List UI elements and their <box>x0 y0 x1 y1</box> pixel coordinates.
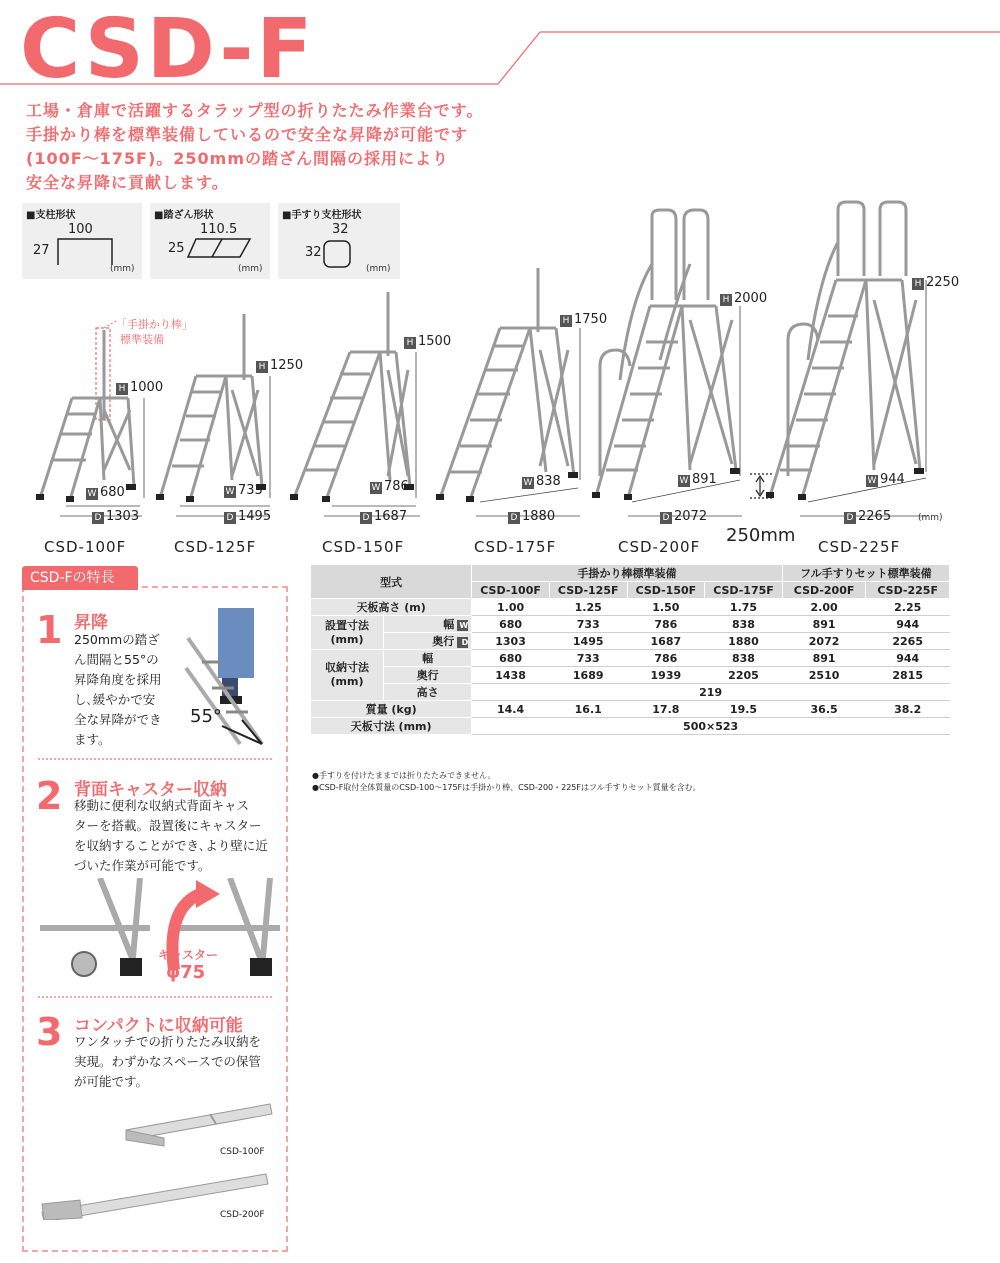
table-cell: 786 <box>627 616 705 633</box>
note-2: ●CSD-F取付全体質量のCSD-100〜175Fは手掛かり棒、CSD-200・225Fはフル手すりセット質量を含む。 <box>312 783 701 792</box>
model-header: CSD-175F <box>705 582 783 599</box>
depth-text: 奥行 <box>432 635 455 648</box>
model-header: CSD-125F <box>549 582 627 599</box>
intro-line-4: 安全な昇降に貢献します。 <box>26 173 229 192</box>
table-cell: 2815 <box>866 667 950 684</box>
h-value: 1000 <box>130 380 164 395</box>
folded-ladders-illustration <box>40 1100 276 1220</box>
feature-2-line: 移動に便利な収納式背面キャス <box>74 798 250 813</box>
feature-3-line: 実現。わずかなスペースでの保管 <box>74 1054 261 1069</box>
storage-height-label: 高さ <box>384 684 472 701</box>
h-value: 2000 <box>734 291 768 306</box>
d-badge: D <box>844 512 856 524</box>
feature-1-line: ん間隔と55°の <box>74 652 159 667</box>
d-badge: D <box>360 512 372 524</box>
model-name-175f: CSD-175F <box>474 538 557 556</box>
table-cell: 786 <box>627 650 705 667</box>
model-name-225f: CSD-225F <box>818 538 901 556</box>
feature-separator <box>38 758 272 760</box>
h-label-100f <box>116 380 163 395</box>
model-header: CSD-100F <box>472 582 550 599</box>
table-cell: 219 <box>472 684 950 701</box>
w-label-150f <box>370 479 409 494</box>
w-badge: W <box>679 476 689 486</box>
table-cell: 2.00 <box>782 599 866 616</box>
d-badge: D <box>660 512 672 524</box>
intro-line-3: (100F〜175F)。250mmの踏ざん間隔の採用により <box>26 149 450 168</box>
h-label-200f <box>720 291 767 306</box>
h-label-225f <box>912 275 959 290</box>
table-cell: 1689 <box>549 667 627 684</box>
model-header: CSD-150F <box>627 582 705 599</box>
w-value: 680 <box>100 485 125 500</box>
table-cell: 1939 <box>627 667 705 684</box>
d-label-175f <box>508 509 555 524</box>
w-badge: W <box>225 487 235 497</box>
h-badge: H <box>720 294 732 306</box>
install-label: 設置寸法 (mm) <box>311 616 384 650</box>
h-value: 1500 <box>418 334 452 349</box>
pillar-shape-label: ■支柱形状 <box>26 210 76 221</box>
table-cell: 733 <box>549 616 627 633</box>
table-cell: 680 <box>472 616 550 633</box>
table-cell: 2510 <box>782 667 866 684</box>
feature-3-number: 3 <box>36 1010 63 1054</box>
storage-width-label: 幅 <box>384 650 472 667</box>
handrail-height: 32 <box>305 245 322 260</box>
table-cell: 17.8 <box>627 701 705 718</box>
callout-handrail-line-2: 標準装備 <box>120 333 164 346</box>
feature-1-number: 1 <box>36 608 63 652</box>
table-cell: 838 <box>705 650 783 667</box>
table-cell: 1495 <box>549 633 627 650</box>
feature-1-line: 昇降角度を採用 <box>74 672 162 687</box>
h-value: 2250 <box>926 275 960 290</box>
feature-3-body <box>74 1032 261 1092</box>
table-cell: 1687 <box>627 633 705 650</box>
table-cell: 1.00 <box>472 599 550 616</box>
pillar-height: 27 <box>33 243 50 258</box>
step-shape-label: ■踏ざん形状 <box>154 210 214 221</box>
model-header: CSD-225F <box>866 582 950 599</box>
table-cell: 2205 <box>705 667 783 684</box>
d-value: 1303 <box>106 509 140 524</box>
feature-2-title: 背面キャスター収納 <box>74 780 227 800</box>
table-cell: 38.2 <box>866 701 950 718</box>
h-badge: H <box>116 383 128 395</box>
storage-label: 収納寸法 (mm) <box>311 650 384 701</box>
feature-2-line: ターを搭載。設置後にキャスター <box>74 818 262 833</box>
table-cell: 2072 <box>782 633 866 650</box>
table-cell: 1.75 <box>705 599 783 616</box>
d-badge: D <box>92 512 104 524</box>
spec-table <box>310 564 950 735</box>
w-value: 838 <box>536 474 561 489</box>
handrail-shape-label: ■手すり支柱形状 <box>282 210 362 221</box>
w-label-225f <box>866 472 905 487</box>
group1-header: 手掛かり棒標準装備 <box>472 565 783 582</box>
table-cell: 944 <box>866 650 950 667</box>
handrail-width: 32 <box>332 222 349 237</box>
table-cell: 1438 <box>472 667 550 684</box>
w-value: 786 <box>384 479 409 494</box>
h-badge: H <box>256 361 268 373</box>
table-cell: 680 <box>472 650 550 667</box>
step-width: 110.5 <box>200 222 238 237</box>
w-tag: W <box>457 620 468 631</box>
step-unit: (mm) <box>238 264 263 274</box>
table-cell: 891 <box>782 616 866 633</box>
feature-1-title: 昇降 <box>74 613 108 633</box>
caster-size: φ75 <box>166 962 206 983</box>
page-title: CSD-F <box>20 2 316 97</box>
h-badge: H <box>404 337 416 349</box>
type-header: 型式 <box>311 565 472 599</box>
w-badge: W <box>371 483 381 493</box>
step-spacing-label: 250mm <box>726 525 796 546</box>
h-label-175f <box>560 312 607 327</box>
table-cell: 944 <box>866 616 950 633</box>
table-cell: 16.1 <box>549 701 627 718</box>
table-cell: 36.5 <box>782 701 866 718</box>
feature-2-line: づいた作業が可能です。 <box>74 858 211 873</box>
folded-caption-200f: CSD-200F <box>220 1210 265 1220</box>
d-label-125f <box>224 509 271 524</box>
depth-label <box>384 633 472 650</box>
w-value: 733 <box>238 483 263 498</box>
width-label <box>384 616 472 633</box>
d-value: 1687 <box>374 509 408 524</box>
h-value: 1750 <box>574 312 608 327</box>
pillar-unit: (mm) <box>110 264 135 274</box>
w-badge: W <box>87 489 97 499</box>
w-value: 891 <box>692 472 717 487</box>
h-label-125f <box>256 358 303 373</box>
feature-1-line: し､緩やかで安 <box>74 692 156 707</box>
table-cell: 1303 <box>472 633 550 650</box>
w-value: 944 <box>880 472 905 487</box>
ladder-lineup-illustration <box>0 180 1000 540</box>
features-tab: CSD-Fの特長 <box>22 566 138 590</box>
table-cell: 838 <box>705 616 783 633</box>
feature-separator <box>38 996 272 998</box>
model-name-125f: CSD-125F <box>174 538 257 556</box>
table-cell: 1880 <box>705 633 783 650</box>
d-badge: D <box>224 512 236 524</box>
feature-1-body <box>74 630 162 750</box>
d-label-200f <box>660 509 707 524</box>
d-value: 1880 <box>522 509 556 524</box>
feature-3-line: ワンタッチでの折りたたみ収納を <box>74 1034 262 1049</box>
d-label-150f <box>360 509 407 524</box>
angle-label: 55° <box>190 706 222 727</box>
handrail-unit: (mm) <box>366 264 391 274</box>
intro-line-1: 工場・倉庫で活躍するタラップ型の折りたたみ作業台です。 <box>26 101 484 120</box>
w-label-200f <box>678 472 717 487</box>
table-cell: 1.50 <box>627 599 705 616</box>
model-name-100f: CSD-100F <box>44 538 127 556</box>
feature-1-line: ます。 <box>74 732 111 747</box>
w-label-125f <box>224 483 263 498</box>
table-cell: 500×523 <box>472 718 950 735</box>
table-cell: 1.25 <box>549 599 627 616</box>
feature-3-line: が可能です。 <box>74 1074 149 1089</box>
mass-label: 質量 (kg) <box>311 701 472 718</box>
table-cell: 19.5 <box>705 701 783 718</box>
feature-2-line: を収納することができ､より壁に近 <box>74 838 268 853</box>
height-label: 天板高さ (m) <box>311 599 472 616</box>
h-value: 1250 <box>270 358 304 373</box>
d-value: 2265 <box>858 509 892 524</box>
table-cell: 891 <box>782 650 866 667</box>
feature-1-line: 250mmの踏ざ <box>74 632 160 647</box>
feature-1-line: 全な昇降ができ <box>74 712 162 727</box>
table-cell: 733 <box>549 650 627 667</box>
pillar-width: 100 <box>68 222 93 237</box>
d-value: 1495 <box>238 509 272 524</box>
folded-caption-100f: CSD-100F <box>220 1147 265 1157</box>
feature-2-number: 2 <box>36 774 63 818</box>
width-text: 幅 <box>443 618 455 631</box>
top-size-label: 天板寸法 (mm) <box>311 718 472 735</box>
w-badge: W <box>867 476 877 486</box>
model-name-150f: CSD-150F <box>322 538 405 556</box>
d-label-225f <box>844 509 891 524</box>
w-label-100f <box>86 485 125 500</box>
callout-handrail-line-1: 「手掛かり棒」 <box>116 318 193 331</box>
feature-2-body <box>74 796 268 876</box>
step-height: 25 <box>168 241 185 256</box>
h-badge: H <box>912 278 924 290</box>
d-badge: D <box>508 512 520 524</box>
lineup-unit: (mm) <box>918 513 943 523</box>
w-badge: W <box>523 478 533 488</box>
d-label-100f <box>92 509 139 524</box>
feature-3-title: コンパクトに収納可能 <box>74 1016 243 1036</box>
caster-illustration <box>40 878 280 986</box>
intro-line-2: 手掛かり棒を標準装備しているので安全な昇降が可能です <box>26 125 469 144</box>
table-cell: 2.25 <box>866 599 950 616</box>
group2-header: フル手すりセット標準装備 <box>782 565 949 582</box>
table-cell: 14.4 <box>472 701 550 718</box>
note-1: ●手すりを付けたままでは折りたたみできません。 <box>312 771 496 780</box>
table-cell: 2265 <box>866 633 950 650</box>
climbing-worker-illustration <box>182 608 272 748</box>
caster-label: キャスター <box>158 948 219 962</box>
h-label-150f <box>404 334 451 349</box>
model-name-200f: CSD-200F <box>618 538 701 556</box>
d-value: 2072 <box>674 509 708 524</box>
h-badge: H <box>560 315 572 327</box>
storage-depth-label: 奥行 <box>384 667 472 684</box>
w-label-175f <box>522 474 561 489</box>
d-tag: D <box>457 637 468 648</box>
model-header: CSD-200F <box>782 582 866 599</box>
